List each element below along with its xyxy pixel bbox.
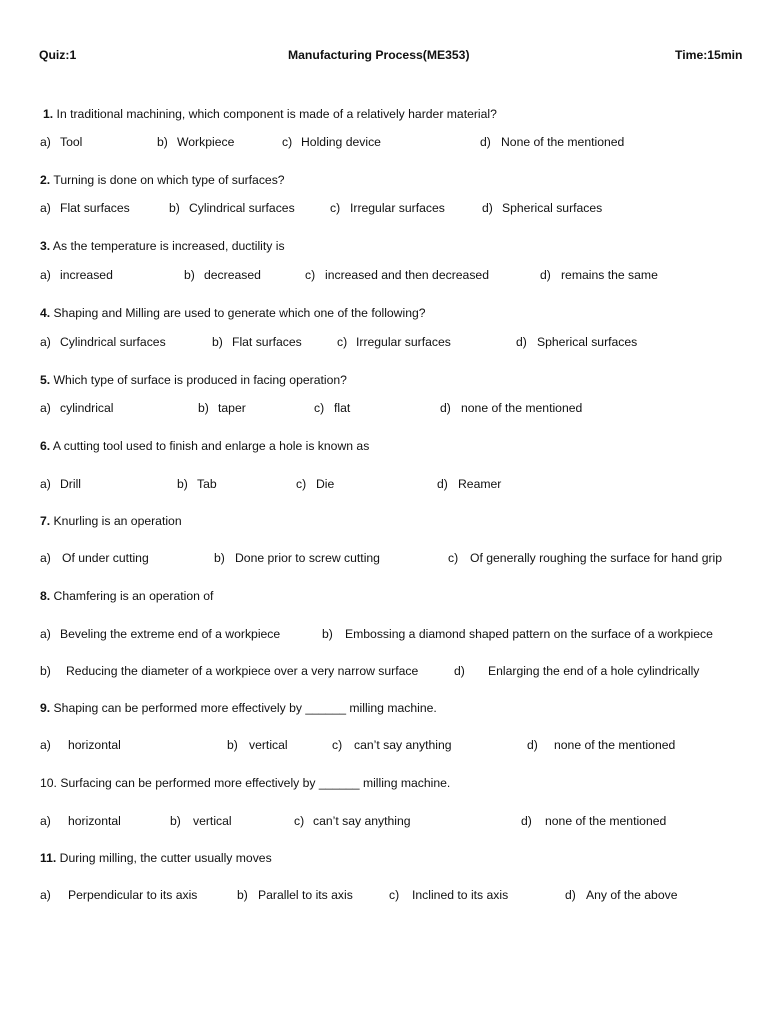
option-label: b) [237, 888, 248, 902]
option-text: Perpendicular to its axis [68, 888, 198, 902]
option-text: Reducing the diameter of a workpiece over a very narrow surface [66, 664, 419, 678]
question-3-options [0, 266, 768, 284]
question-2-options [0, 199, 768, 217]
question-5-options [0, 399, 768, 417]
question-4-options [0, 333, 768, 351]
option-text: decreased [204, 268, 261, 282]
option-label: d) [565, 888, 576, 902]
time-limit: Time:15min [675, 48, 743, 62]
option-text: Irregular surfaces [350, 201, 445, 215]
option-label: c) [296, 477, 307, 491]
question-1-options [0, 133, 768, 151]
question-3 [0, 237, 768, 255]
option-label: a) [40, 627, 51, 641]
option-label: b) [177, 477, 188, 491]
option-label: a) [40, 477, 51, 491]
option-label: b) [214, 551, 225, 565]
option-label: d) [440, 401, 451, 415]
option-label: c) [305, 268, 316, 282]
option-text: Tab [197, 477, 217, 491]
question-2 [0, 171, 768, 189]
question-5 [0, 371, 768, 389]
option-text: Die [316, 477, 335, 491]
option-label: d) [437, 477, 448, 491]
question-text: 2. Turning is done on which type of surfaces? [40, 173, 285, 187]
option-label: c) [448, 551, 459, 565]
option-text: can’t say anything [354, 738, 452, 752]
question-text: 6. A cutting tool used to finish and enlarge a hole is known as [40, 439, 370, 453]
question-8-options-row-1 [0, 625, 768, 643]
option-label: c) [314, 401, 325, 415]
question-11 [0, 849, 768, 867]
option-label: d) [454, 664, 465, 678]
option-text: cylindrical [60, 401, 114, 415]
option-text: Cylindrical surfaces [189, 201, 295, 215]
option-label: b) [212, 335, 223, 349]
question-11-options [0, 886, 768, 904]
option-label: d) [516, 335, 527, 349]
option-text: vertical [193, 814, 232, 828]
option-label: b) [227, 738, 238, 752]
option-label: d) [482, 201, 493, 215]
question-text: 4. Shaping and Milling are used to generate which one of the following? [40, 306, 426, 320]
option-text: Any of the above [586, 888, 678, 902]
question-10-options [0, 812, 768, 830]
option-label: b) [198, 401, 209, 415]
question-text: 1. In traditional machining, which component is made of a relatively harder material? [43, 107, 497, 121]
option-text: Spherical surfaces [537, 335, 638, 349]
option-text: Of generally roughing the surface for hand grip [470, 551, 723, 565]
option-text: Flat surfaces [232, 335, 302, 349]
question-text: 7. Knurling is an operation [40, 514, 182, 528]
option-label: b) [184, 268, 195, 282]
course-title: Manufacturing Process(ME353) [288, 48, 470, 62]
option-text: Holding device [301, 135, 381, 149]
question-6-options [0, 475, 768, 493]
option-text: Done prior to screw cutting [235, 551, 380, 565]
option-text: Irregular surfaces [356, 335, 451, 349]
option-text: can’t say anything [313, 814, 411, 828]
question-9-options [0, 736, 768, 754]
option-text: Tool [60, 135, 83, 149]
option-text: increased and then decreased [325, 268, 489, 282]
option-label: d) [527, 738, 538, 752]
question-9 [0, 699, 768, 717]
option-text: Spherical surfaces [502, 201, 603, 215]
option-label: d) [540, 268, 551, 282]
option-text: increased [60, 268, 113, 282]
option-label: a) [40, 201, 51, 215]
option-text: horizontal [68, 738, 121, 752]
option-text: Cylindrical surfaces [60, 335, 166, 349]
option-label: a) [40, 888, 51, 902]
option-label: c) [332, 738, 343, 752]
question-text: 5. Which type of surface is produced in facing operation? [40, 373, 347, 387]
question-text: 3. As the temperature is increased, ductility is [40, 239, 285, 253]
option-text: Enlarging the end of a hole cylindrically [488, 664, 700, 678]
option-text: vertical [249, 738, 288, 752]
option-text: Reamer [458, 477, 502, 491]
option-text: taper [218, 401, 246, 415]
option-text: Workpiece [177, 135, 235, 149]
option-text: none of the mentioned [461, 401, 583, 415]
option-label: c) [294, 814, 305, 828]
option-label: a) [40, 551, 51, 565]
option-label: b) [157, 135, 168, 149]
option-text: horizontal [68, 814, 121, 828]
option-label: a) [40, 738, 51, 752]
option-label: b) [170, 814, 181, 828]
option-label: c) [337, 335, 348, 349]
option-text: Flat surfaces [60, 201, 130, 215]
option-label: b) [322, 627, 333, 641]
option-label: c) [330, 201, 341, 215]
option-text: Parallel to its axis [258, 888, 353, 902]
option-label: a) [40, 335, 51, 349]
option-label: a) [40, 814, 51, 828]
option-text: Drill [60, 477, 81, 491]
option-text: flat [334, 401, 351, 415]
option-text: None of the mentioned [501, 135, 625, 149]
question-7-options [0, 549, 768, 567]
option-text: Of under cutting [62, 551, 149, 565]
question-1 [0, 105, 768, 123]
option-label: c) [282, 135, 293, 149]
question-10 [0, 774, 768, 792]
question-text: 11. During milling, the cutter usually moves [40, 851, 272, 865]
option-label: b) [169, 201, 180, 215]
question-text: 9. Shaping can be performed more effectively by ______ milling machine. [40, 701, 437, 715]
option-label: a) [40, 135, 51, 149]
option-text: none of the mentioned [554, 738, 676, 752]
question-8-options-row-2 [0, 662, 768, 680]
question-4 [0, 304, 768, 322]
option-text: Embossing a diamond shaped pattern on the surface of a workpiece [345, 627, 713, 641]
option-label: d) [480, 135, 491, 149]
option-text: none of the mentioned [545, 814, 667, 828]
question-7 [0, 512, 768, 530]
option-label: a) [40, 401, 51, 415]
option-text: Inclined to its axis [412, 888, 509, 902]
option-label: b) [40, 664, 51, 678]
question-8 [0, 587, 768, 605]
option-text: Beveling the extreme end of a workpiece [60, 627, 281, 641]
option-label: a) [40, 268, 51, 282]
question-6 [0, 437, 768, 455]
question-text: 10. Surfacing can be performed more effectively by ______ milling machine. [40, 776, 451, 790]
option-text: remains the same [561, 268, 658, 282]
quiz-header [0, 46, 768, 64]
question-text: 8. Chamfering is an operation of [40, 589, 214, 603]
quiz-number: Quiz:1 [39, 48, 77, 62]
option-label: c) [389, 888, 400, 902]
option-label: d) [521, 814, 532, 828]
